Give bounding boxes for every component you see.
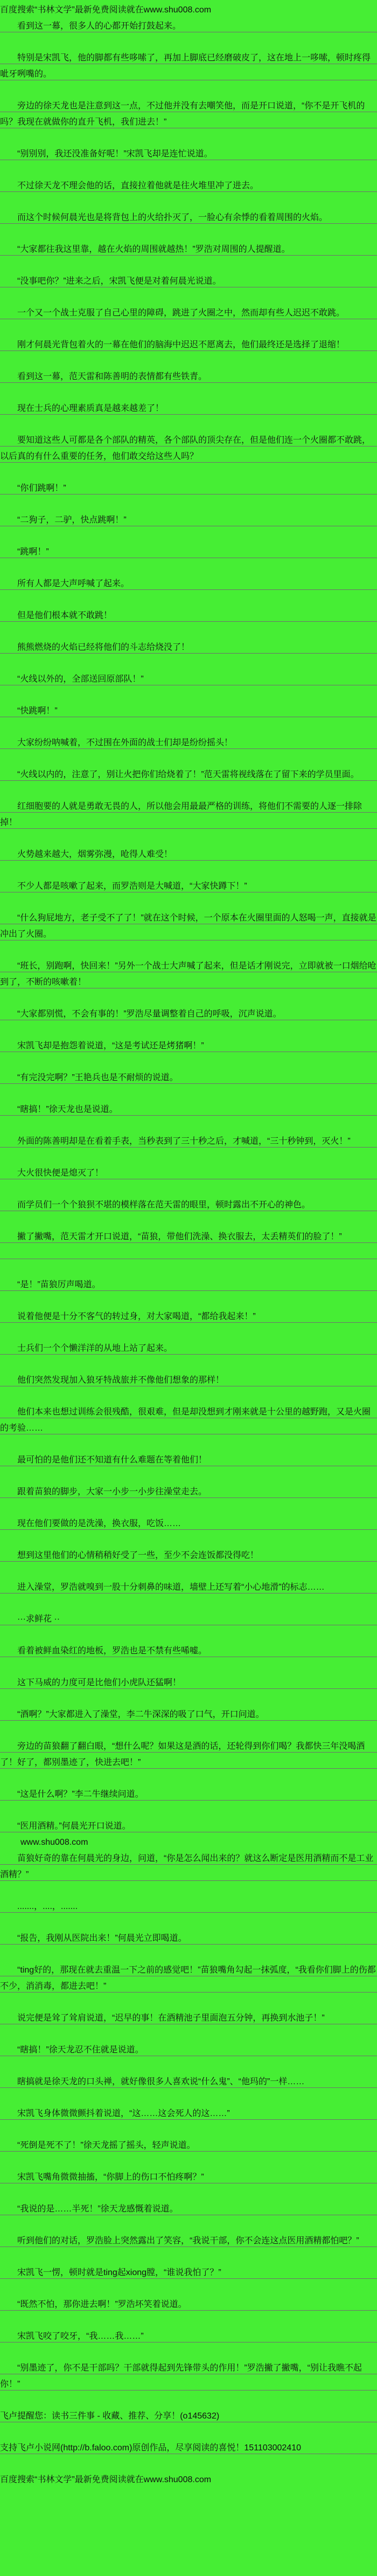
paragraph: 但是他们根本就不敢跳！ <box>0 608 377 624</box>
notice-line: 飞卢提醒您：读书三件事 - 收藏、推荐、分享！(o145632) <box>0 2408 377 2424</box>
notice-line: 支持飞卢小说网(http://b.faloo.com)原创作品，尽享阅读的喜悦！151103002410 <box>0 2440 377 2456</box>
paragraph: 瞎搞就是徐天龙的口头禅，就好像很多人喜欢说“什么鬼”、“他玛的”一样…… <box>0 2074 377 2090</box>
paragraph: “大家都别慌，不会有事的！”罗浩尽量调整着自己的呼吸，沉声说道。 <box>0 1006 377 1022</box>
paragraph: “什么狗屁地方，老子受不了了！”就在这个时候，一个原本在火圈里面的人怒喝一声，直接就是冲出了火圈。 <box>0 910 377 943</box>
paragraph: “二狗子，二驴，快点跳啊！” <box>0 512 377 528</box>
paragraph: 这下马威的力度可是比他们小虎队还猛啊！ <box>0 1675 377 1691</box>
paragraph: .......，....，....... <box>0 1899 377 1915</box>
paragraph: “瞎搞！”徐天龙忍不住就是说道。 <box>0 2042 377 2058</box>
paragraph: 宋凯飞一愣，顿时就是ting起xiong膛，“谁说我怕了？” <box>0 2265 377 2281</box>
paragraph: 大家纷纷呐喊着，不过围在外面的战士们却是纷纷摇头！ <box>0 735 377 751</box>
paragraph: 而学员们一个个狼狈不堪的模样落在范天雷的眼里，顿时露出不开心的神色。 <box>0 1197 377 1213</box>
paragraph: “有完没完啊？”王艳兵也是不耐烦的说道。 <box>0 1070 377 1086</box>
paragraph: “这是什么啊？”李二牛继续问道。 <box>0 1787 377 1803</box>
paragraph: 士兵们一个个懒洋洋的从地上站了起来。 <box>0 1341 377 1357</box>
paragraph: 宋凯飞身体微微颤抖着说道，“这……这会死人的这……” <box>0 2106 377 2122</box>
paragraph: 看到这一幕，范天雷和陈善明的表情都有些铁青。 <box>0 369 377 385</box>
paragraph: 特别是宋凯飞，他的脚都有些哆嗦了，再加上脚底已经磨破皮了，这在地上一哆嗦，顿时疼得呲牙咧嘴的。 <box>0 50 377 83</box>
paragraph: “我说的是……半死！”徐天龙感慨着说道。 <box>0 2201 377 2217</box>
paragraph: “死倒是死不了！”徐天龙摇了摇头，轻声说道。 <box>0 2138 377 2154</box>
paragraph: 宋凯飞咬了咬牙，“我……我……” <box>0 2328 377 2345</box>
paragraph: 说着他便是十分不客气的转过身，对大家喝道，“都给我起来！” <box>0 1309 377 1325</box>
paragraph: “跳啊！” <box>0 544 377 560</box>
paragraph: 看着被鲜血染红的地板，罗浩也是不禁有些唏嘘。 <box>0 1643 377 1659</box>
paragraph: 熊熊燃烧的火焰已经将他们的斗志给烧没了！ <box>0 640 377 656</box>
ad-line-mid: www.shu008.com <box>20 1838 88 1847</box>
paragraph: 要知道这些人可都是各个部队的精英，各个部队的顶尖存在，但是他们连一个火圈都不敢跳，以后真的有什么重要的任务，他们敢交给这些人吗？ <box>0 432 377 465</box>
paragraph: 他们本来也想过训练会很残酷，很艰难，但是却没想到才刚来就是十公里的越野跑，又是火圈的考验…… <box>0 1404 377 1437</box>
paragraph: “没事吧你？”进来之后，宋凯飞便是对着何晨光说道。 <box>0 273 377 290</box>
paragraph: “别墨迹了，你不是干部吗？干部就得起到先锋带头的作用！”罗浩撇了撇嘴，“别让我瞧不起你！” <box>0 2360 377 2393</box>
paragraph: “你们跳啊！” <box>0 480 377 497</box>
paragraph: 大火很快便是熄灭了！ <box>0 1165 377 1181</box>
paragraph: 看到这一幕，很多人的心都开始打鼓起来。 <box>0 18 377 35</box>
paragraph: 宋凯飞嘴角微微抽搐，“你脚上的伤口不怕疼啊？” <box>0 2169 377 2186</box>
paragraph: 不少人都是咳嗽了起来，而罗浩则是大喊道，“大家快蹲下！” <box>0 878 377 895</box>
paragraph: 进入澡堂，罗浩就嗅到一股十分刺鼻的味道，墙壁上还写着“小心地滑”的标志…… <box>0 1579 377 1596</box>
paragraph: “快跳啊！” <box>0 703 377 719</box>
paragraph: 苗狼好奇的靠在何晨光的身边，问道，“你是怎么闻出来的？就这么断定是医用酒精而不是工业酒精？” <box>0 1851 377 1883</box>
paragraph: 撇了撇嘴，范天雷才开口说道，“苗狼，带他们洗澡、换衣服去，太丢精英们的脸了！” <box>0 1229 377 1261</box>
paragraph: “瞎搞！”徐天龙也是说道。 <box>0 1102 377 1118</box>
paragraph: 一个又一个战士克服了自己心里的障碍，跳进了火圈之中，然而却有些人迟迟不敢跳。 <box>0 305 377 321</box>
paragraph: “班长，别跑啊，快回来！”另外一个战士大声喊了起来，但是话才刚说完，立即就被一口烟给呛到了，不断的咳嗽着！ <box>0 958 377 991</box>
paragraph: “医用酒精。”何晨光开口说道。 <box>0 1818 377 1835</box>
paragraph: “报告，我刚从医院出来！”何晨光立即喝道。 <box>0 1931 377 1947</box>
paragraph: 听到他们的对话，罗浩脸上突然露出了笑容，“我说干部，你不会连这点医用酒精都怕吧？” <box>0 2233 377 2249</box>
paragraph: 火势越来越大，烟雾弥漫，呛得人难受！ <box>0 847 377 863</box>
paragraph: 外面的陈善明却是在看着手表，当秒表到了三十秒之后，才喊道，“三十秒钟到，灭火！” <box>0 1134 377 1150</box>
paragraph: 而这个时候何晨光也是将背包上的火给扑灭了，一脸心有余悸的看着周围的火焰。 <box>0 210 377 226</box>
ad-line-top: 百度搜索“书林文学”最新免费阅读就在www.shu008.com <box>0 5 212 15</box>
chapter-body <box>0 2 377 2488</box>
paragraph: ···求鲜花 ·· <box>0 1611 377 1627</box>
paragraph: 刚才何晨光背包着火的一幕在他们的脑海中迟迟不愿离去，他们最终还是选择了退缩！ <box>0 337 377 353</box>
paragraph: 所有人都是大声呼喊了起来。 <box>0 576 377 592</box>
paragraph: 宋凯飞却是抱怨着说道，“这是考试还是烤猪啊！” <box>0 1038 377 1054</box>
paragraph: 旁边的徐天龙也是注意到这一点，不过他并没有去嘲笑他，而是开口说道，“你不是开飞机的吗？我现在就做你的直升飞机，我们进去！” <box>0 98 377 130</box>
paragraph: 现在他们要做的是洗澡，换衣服，吃饭…… <box>0 1516 377 1532</box>
paragraph: “火线以外的，全部送回原部队！” <box>0 671 377 688</box>
paragraph: “酒啊？”大家都进入了澡堂，李二牛深深的吸了口气，开口问道。 <box>0 1707 377 1723</box>
paragraph: 最可怕的是他们还不知道有什么难题在等着他们！ <box>0 1452 377 1468</box>
paragraph: “既然不怕，那你进去啊！”罗浩坏笑着说道。 <box>0 2297 377 2313</box>
paragraph: 不过徐天龙不理会他的话，直接拉着他就是往火堆里冲了进去。 <box>0 178 377 194</box>
ad-line-bottom: 百度搜索“书林文学”最新免费阅读就在www.shu008.com <box>0 2475 212 2484</box>
paragraph: 红细胞要的人就是勇敢无畏的人，所以他会用最最严格的训练，将他们不需要的人逐一排除掉！ <box>0 799 377 831</box>
paragraph: 旁边的苗狼翻了翻白眼，“想什么呢？如果这是酒的话，还轮得到你们喝？我都快三年没喝酒了！好了，都别墨迹了，快进去吧！” <box>0 1739 377 1771</box>
paragraph: “大家都往我这里靠，越在火焰的周围就越热！”罗浩对周围的人提醒道。 <box>0 242 377 258</box>
paragraph: 说完便是耸了耸肩说道，“迟早的事！在酒精池子里面泡五分钟，再换到水池子！” <box>0 2010 377 2027</box>
paragraph: “ting好的，那现在就去重温一下之前的感觉吧！”苗狼嘴角勾起一抹弧度，“我看你们脚上的伤都不少，消消毒，都进去吧！” <box>0 1962 377 1995</box>
paragraph: 跟着苗狼的脚步，大家一小步一小步往澡堂走去。 <box>0 1484 377 1500</box>
paragraph: 现在士兵的心理素质真是越来越差了！ <box>0 401 377 417</box>
paragraph: “别别别，我还没准备好呢！”宋凯飞却是连忙说道。 <box>0 146 377 162</box>
paragraph: 他们突然发现加入狼牙特战旅并不像他们想象的那样！ <box>0 1372 377 1389</box>
paragraph: “火线以内的，注意了，别让火把你们给烧着了！”范天雷将视线落在了留下来的学员里面。 <box>0 767 377 783</box>
paragraph: 想到这里他们的心情稍稍好受了一些，至少不会连饭都没得吃！ <box>0 1548 377 1564</box>
paragraph: “是！”苗狼厉声喝道。 <box>0 1277 377 1293</box>
